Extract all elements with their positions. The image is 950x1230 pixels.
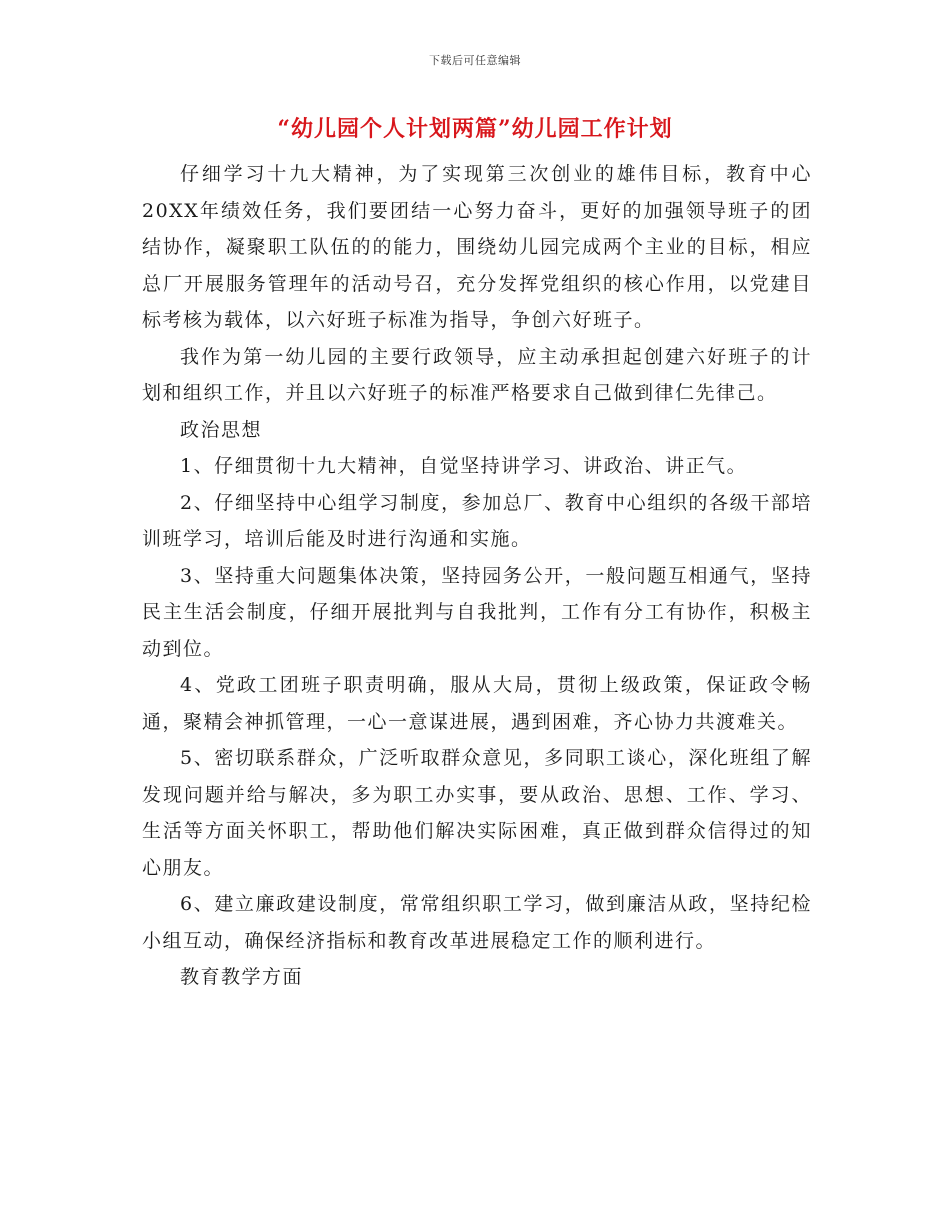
list-item: 2、仔细坚持中心组学习制度，参加总厂、教育中心组织的各级干部培训班学习，培训后能及时进行沟通和实施。: [142, 491, 812, 550]
list-item: 5、密切联系群众，广泛听取群众意见，多同职工谈心，深化班组了解发现问题并给与解决，多为职工办实事，要从政治、思想、工作、学习、生活等方面关怀职工，帮助他们解决实际困难，真正做到群众信得过的知心朋友。: [142, 747, 812, 879]
document-body: [142, 156, 812, 996]
section-heading-politics: 政治思想: [180, 418, 263, 441]
header-note: 下载后可任意编辑: [429, 54, 521, 67]
section-heading-education: 教育教学方面: [180, 966, 304, 988]
list-item: 3、坚持重大问题集体决策，坚持园务公开，一般问题互相通气，坚持民主生活会制度，仔细开展批判与自我批判，工作有分工有协作，积极主动到位。: [142, 564, 812, 660]
paragraph-role: 我作为第一幼儿园的主要行政领导，应主动承担起创建六好班子的计划和组织工作，并且以六好班子的标准严格要求自己做到律仁先律己。: [142, 345, 812, 404]
document-title: “幼儿园个人计划两篇”幼儿园工作计划: [277, 116, 673, 142]
list-item: 6、建立廉政建设制度，常常组织职工学习，做到廉洁从政，坚持纪检小组互动，确保经济指标和教育改革进展稳定工作的顺利进行。: [142, 893, 812, 952]
paragraph-intro: 仔细学习十九大精神，为了实现第三次创业的雄伟目标，教育中心20XX年绩效任务，我们要团结一心努力奋斗，更好的加强领导班子的团结协作，凝聚职工队伍的的能力，围绕幼儿园完成两个主业的目标，相应总厂开展服务管理年的活动号召，充分发挥党组织的核心作用，以党建目标考核为载体，以六好班子标准为指导，争创六好班子。: [142, 163, 812, 331]
list-item: 4、党政工团班子职责明确，服从大局，贯彻上级政策，保证政令畅通，聚精会神抓管理，一心一意谋进展，遇到困难，齐心协力共渡难关。: [142, 674, 812, 733]
list-item: 1、仔细贯彻十九大精神，自觉坚持讲学习、讲政治、讲正气。: [180, 455, 748, 477]
